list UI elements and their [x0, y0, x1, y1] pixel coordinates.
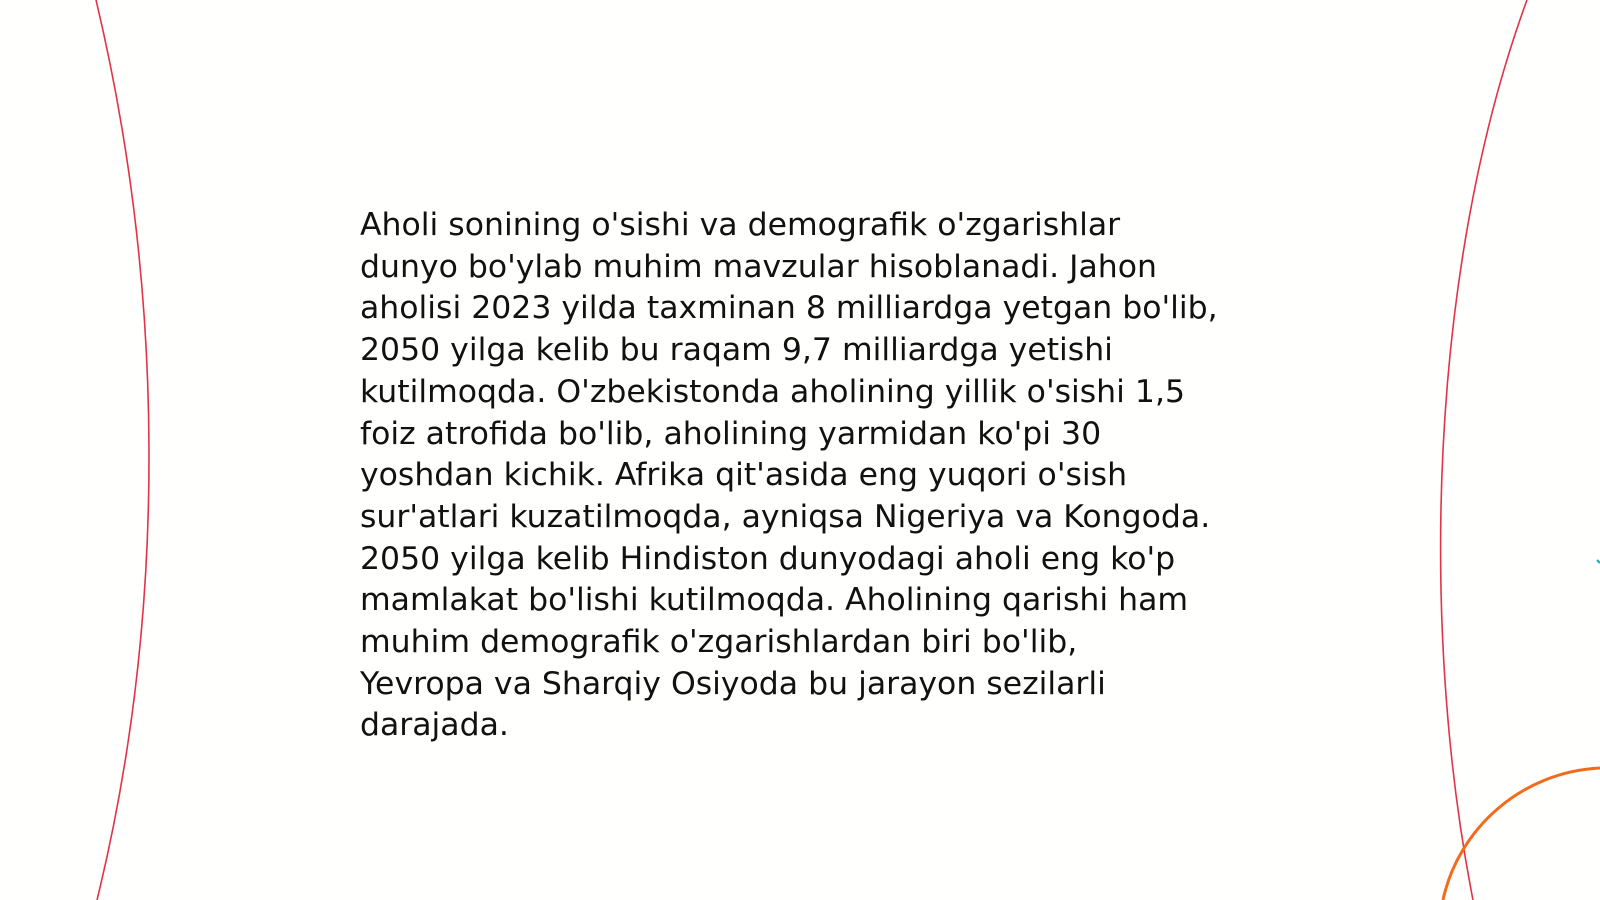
text-line: aholisi 2023 yilda taxminan 8 milliardga yetgan bo'lib, — [360, 290, 1218, 327]
text-line: sur'atlari kuzatilmoqda, ayniqsa Nigeriya va Kongoda. — [360, 498, 1211, 535]
text-line: Yevropa va Sharqiy Osiyoda bu jarayon sezilarli — [360, 665, 1106, 702]
text-line: Aholi sonining o'sishi va demografik o'zgarishlar — [360, 207, 1121, 243]
text-line: 2050 yilga kelib Hindiston dunyodagi aholi eng ko'p — [360, 540, 1176, 577]
text-line: darajada. — [360, 707, 509, 744]
text-line: yoshdan kichik. Afrika qit'asida eng yuqori o'sish — [360, 457, 1128, 494]
text-line: dunyo bo'ylab muhim mavzular hisoblanadi. Jahon — [360, 248, 1157, 285]
text-line: muhim demografik o'zgarishlardan biri bo'lib, — [360, 624, 1078, 661]
text-line: kutilmoqda. O'zbekistonda aholining yillik o'sishi 1,5 — [360, 373, 1185, 410]
slide-body-text — [360, 205, 1260, 747]
left-curve — [96, 0, 149, 900]
text-line: 2050 yilga kelib bu raqam 9,7 milliardga yetishi — [360, 332, 1113, 369]
right-curve — [1441, 0, 1527, 900]
text-line: mamlakat bo'lishi kutilmoqda. Aholining qarishi ham — [360, 582, 1189, 619]
orange-arc — [1443, 768, 1600, 900]
text-line: foiz atrofida bo'lib, aholining yarmidan ko'pi 30 — [360, 415, 1102, 452]
